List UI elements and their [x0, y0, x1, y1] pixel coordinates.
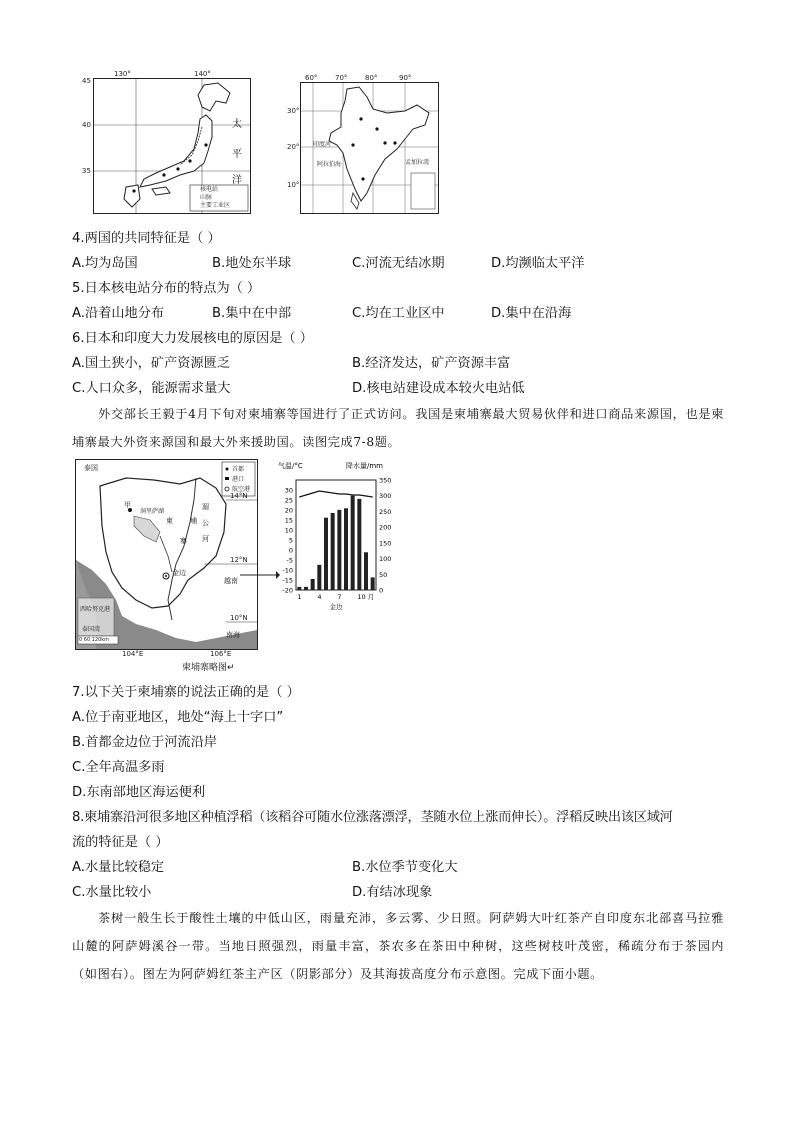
temp-tick-label: 10 — [284, 526, 293, 535]
temp-tick-label: -5 — [286, 556, 293, 565]
precip-bar — [357, 499, 361, 590]
india-lat-30: 30° — [287, 107, 300, 115]
precip-bar — [337, 510, 341, 590]
legend-airport: 航空港 — [232, 486, 251, 493]
label-104e: 104°E — [122, 650, 144, 658]
q7-stem: 7.以下关于柬埔寨的说法正确的是（ ） — [72, 685, 300, 700]
precip-tick-label: 50 — [379, 570, 388, 579]
precip-bar — [331, 513, 335, 590]
precip-tick-label: 200 — [379, 523, 392, 532]
label-river-1: 湄 — [202, 503, 209, 511]
ocean-label-3: 洋 — [232, 175, 242, 186]
q4-option-c[interactable]: C.河流无结冰期 — [352, 256, 445, 271]
label-scale: 0 60 120km — [79, 637, 110, 643]
precip-bar — [371, 577, 375, 590]
precip-tick-label: 350 — [379, 476, 392, 485]
cambodia-caption: 柬埔寨略图↵ — [182, 663, 235, 673]
precip-bar — [304, 587, 308, 590]
q5-option-d[interactable]: D.集中在沿海 — [491, 306, 572, 321]
chart-left-axis-label: 气温/°C — [278, 462, 303, 470]
month-tick-label: 10 月 — [357, 593, 375, 601]
q7-option-a[interactable]: A.位于南亚地区，地处“海上十字口” — [72, 710, 284, 725]
ocean-label-2: 平 — [232, 149, 242, 160]
q7-option-d[interactable]: D.东南部地区海运便利 — [72, 785, 206, 800]
japan-lon-140: 140° — [194, 70, 211, 78]
label-country-2: 埔 — [190, 517, 197, 525]
temp-tick-label: -15 — [282, 576, 293, 585]
ocean-label-1: 太 — [232, 119, 242, 130]
label-10n: 10°N — [230, 614, 248, 622]
q8-stem-line1: 8.柬埔寨沿河很多地区种植浮稻（该稻谷可随水位涨落漂浮，茎随水位上涨而伸长）。浮稻反映出该区域河 — [72, 810, 673, 825]
label-country-1: 柬 — [166, 517, 173, 525]
chart-x-label: 金边 — [329, 603, 343, 611]
q8-option-b[interactable]: B.水位季节变化大 — [352, 860, 458, 875]
india-lon-70: 70° — [335, 74, 348, 82]
month-tick-label: 4 — [317, 593, 322, 601]
temp-tick-label: 25 — [284, 496, 293, 505]
passage-cambodia: 外交部长王毅于4月下旬对柬埔寨等国进行了正式访问。我国是柬埔寨最大贸易伙伴和进口商品来源国，也是柬埔寨最大外资来源国和最大外来援助国。读图完成7-8题。 — [72, 407, 724, 449]
q6-option-d[interactable]: D.核电站建设成本较火电站低 — [352, 381, 525, 396]
label-thailand: 泰国 — [84, 464, 98, 472]
legend-mountain: 山脉 — [200, 194, 213, 201]
q8-option-d[interactable]: D.有结冰现象 — [352, 885, 433, 900]
india-lon-90: 90° — [399, 74, 412, 82]
q5-option-a[interactable]: A.沿着山地分布 — [72, 306, 165, 321]
label-14n: 14°N — [230, 492, 248, 500]
label-south-sea: 南海 — [226, 631, 240, 639]
temp-tick-label: 15 — [284, 516, 293, 525]
legend-industrial: 主要工业区 — [200, 202, 231, 209]
label-country-3: 寨 — [180, 537, 187, 545]
label-jia: 甲 — [124, 501, 131, 509]
label-vietnam: 越南 — [224, 577, 238, 585]
q4-stem: 4.两国的共同特征是（ ） — [72, 231, 221, 246]
q8-option-a[interactable]: A.水量比较稳定 — [72, 860, 165, 875]
india-lat-20: 20° — [287, 143, 300, 151]
japan-lat-35: 35 — [82, 167, 91, 175]
precip-tick-label: 150 — [379, 539, 392, 548]
q6-option-b[interactable]: B.经济发达，矿产资源丰富 — [352, 356, 511, 371]
india-lon-80: 80° — [365, 74, 378, 82]
japan-map — [82, 70, 251, 214]
q6-option-a[interactable]: A.国土狭小，矿产资源匮乏 — [72, 356, 231, 371]
cambodia-map — [75, 459, 258, 650]
india-label-arabian-sea: 阿拉伯海 — [317, 161, 342, 168]
japan-lon-130: 130° — [114, 70, 131, 78]
japan-lat-45: 45 — [82, 77, 91, 85]
label-river-3: 河 — [202, 535, 209, 543]
legend-nuclear: 核电站 — [200, 186, 219, 193]
q8-stem-line2: 流的特征是（ ） — [72, 835, 169, 850]
precip-bar — [324, 518, 328, 590]
label-106e: 106°E — [210, 650, 232, 658]
label-lake: 洞里萨湖 — [140, 508, 165, 515]
temp-tick-label: 5 — [288, 536, 293, 545]
india-lat-10: 10° — [287, 181, 300, 189]
q6-stem: 6.日本和印度大力发展核电的原因是（ ） — [72, 331, 313, 346]
japan-lat-40: 40 — [82, 121, 91, 129]
precip-bar — [311, 579, 315, 590]
q4-option-b[interactable]: B.地处东半球 — [212, 256, 292, 271]
q5-option-b[interactable]: B.集中在中部 — [212, 306, 292, 321]
month-tick-label: 1 — [297, 593, 302, 601]
q6-option-c[interactable]: C.人口众多，能源需求量大 — [72, 381, 231, 396]
temp-tick-label: 30 — [284, 486, 293, 495]
india-label-indus: 印度河 — [313, 141, 332, 148]
precip-bar — [317, 565, 321, 590]
precip-tick-label: 0 — [379, 586, 384, 595]
legend-capital: 首都 — [232, 466, 245, 473]
q7-option-b[interactable]: B.首都金边位于河流沿岸 — [72, 735, 218, 750]
temp-tick-label: -10 — [282, 566, 293, 575]
climate-chart — [276, 458, 406, 618]
q4-option-a[interactable]: A.均为岛国 — [72, 256, 138, 271]
label-capital: 金边 — [172, 569, 186, 577]
q5-stem: 5.日本核电站分布的特点为（ ） — [72, 281, 261, 296]
precip-bar — [297, 587, 301, 590]
month-tick-label: 7 — [337, 593, 342, 601]
label-gulf: 泰国湾 — [82, 626, 101, 633]
connector-arrow — [240, 570, 280, 580]
legend-port: 港口 — [232, 476, 245, 483]
japan-legend — [200, 186, 230, 210]
precip-bar — [351, 496, 355, 590]
passage-tea: 茶树一般生长于酸性土壤的中低山区，雨量充沛，多云雾、少日照。阿萨姆大叶红茶产自印度东北部喜马拉雅山麓的阿萨姆溪谷一带。当地日照强烈，雨量丰富，茶农多在茶田中种树，这些树枝叶茂密，稀疏分布于茶园内（如图右）。图左为阿萨姆红茶主产区（阴影部分）及其海拔高度分布示意图。完成下面小题。 — [72, 911, 724, 981]
precip-tick-label: 250 — [379, 507, 392, 516]
chart-right-axis-label: 降水量/mm — [346, 462, 383, 470]
q8-option-c[interactable]: C.水量比较小 — [72, 885, 152, 900]
temp-tick-label: 20 — [284, 506, 293, 515]
label-river-2: 公 — [202, 519, 209, 527]
india-map — [287, 74, 439, 214]
india-map-svg — [301, 83, 438, 213]
india-lon-60: 60° — [305, 74, 318, 82]
precip-tick-label: 100 — [379, 555, 392, 564]
precip-bar — [364, 552, 368, 590]
q5-option-c[interactable]: C.均在工业区中 — [352, 306, 445, 321]
temp-tick-label: -20 — [282, 586, 293, 595]
precip-bar — [344, 508, 348, 590]
label-12n: 12°N — [230, 556, 248, 564]
temperature-line — [299, 491, 372, 497]
q7-option-c[interactable]: C.全年高温多雨 — [72, 760, 165, 775]
temp-tick-label: 0 — [288, 546, 293, 555]
q4-option-d[interactable]: D.均濒临太平洋 — [491, 256, 585, 271]
label-port: 西哈努克港 — [80, 606, 111, 613]
india-label-bay-of-bengal: 孟加拉湾 — [405, 159, 430, 166]
precip-tick-label: 300 — [379, 492, 392, 501]
